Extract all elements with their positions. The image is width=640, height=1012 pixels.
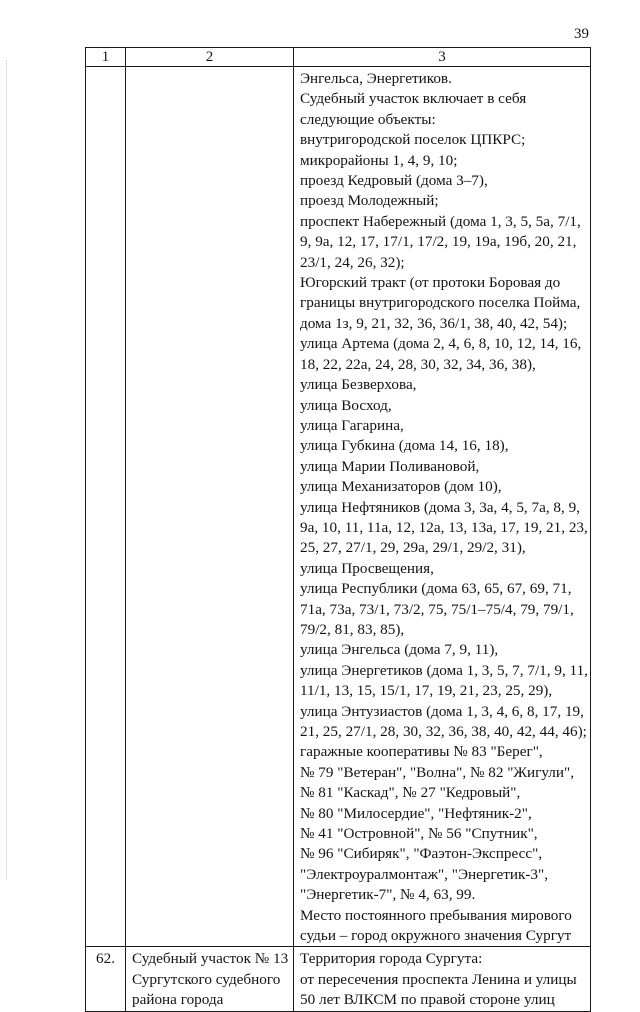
territory-line: проспект Набережный (дома 1, 3, 5, 5а, 7/1, — [300, 212, 581, 230]
territory-line: проезд Молодежный; — [300, 192, 439, 210]
territory-line: Судебный участок включает в себя — [300, 90, 527, 108]
territory-line: улица Нефтяников (дома 3, 3а, 4, 5, 7а, 8, 9, — [300, 498, 581, 516]
territory-line: 79/2, 81, 83, 85), — [300, 620, 405, 638]
territory-line: улица Просвещения, — [300, 559, 434, 577]
territory-line: 11/1, 13, 15, 15/1, 17, 19, 21, 23, 25, 29), — [300, 682, 553, 700]
territory-line: 71а, 73а, 73/1, 73/2, 75, 75/1–75/4, 79, 79/1, — [300, 600, 574, 618]
table-row-62 — [86, 947, 591, 1011]
territory-line: улица Марии Поливановой, — [300, 457, 480, 475]
territory-line: улица Безверхова, — [300, 376, 417, 394]
territory-description-cell — [294, 947, 591, 1011]
territory-line: микрорайоны 1, 4, 9, 10; — [300, 151, 458, 169]
territory-line: 18, 22, 22а, 24, 28, 30, 32, 34, 36, 38), — [300, 355, 536, 373]
territory-line: внутригородской поселок ЦПКРС; — [300, 131, 526, 149]
territory-line: "Энергетик-7", № 4, 63, 99. — [300, 886, 476, 904]
territory-line: 9а, 10, 11, 11а, 12, 12а, 13, 13а, 17, 19, 21, 23, — [300, 518, 588, 536]
header-col-2: 2 — [126, 48, 294, 67]
territory-line: улица Энтузиастов (дома 1, 3, 4, 6, 8, 17, 19, — [300, 702, 584, 720]
table-row-continued — [86, 67, 591, 947]
territory-line: Место постоянного пребывания мирового — [300, 906, 572, 924]
territory-line: 23/1, 24, 26, 32); — [300, 253, 405, 271]
territory-line: Югорский тракт (от протоки Боровая до — [300, 274, 561, 292]
district-name-cell — [126, 947, 294, 1011]
territory-line: 25, 27, 27/1, 29, 29а, 29/1, 29/2, 31), — [300, 539, 526, 557]
district-name-line: района города — [132, 991, 224, 1009]
header-col-1: 1 — [86, 48, 126, 67]
territory-line: улица Республики (дома 63, 65, 67, 69, 71, — [300, 580, 572, 598]
territory-line: улица Восход, — [300, 396, 392, 414]
territory-line: судьи – город окружного значения Сургут — [300, 927, 572, 945]
territory-line: от пересечения проспекта Ленина и улицы — [300, 970, 577, 988]
territory-line: улица Губкина (дома 14, 16, 18), — [300, 437, 509, 455]
territory-line: улица Энгельса (дома 7, 9, 11), — [300, 641, 499, 659]
territory-line: границы внутригородского поселка Пойма, — [300, 294, 581, 312]
territory-line: № 80 "Милосердие", "Нефтяник-2", — [300, 804, 532, 822]
district-name-line: Судебный участок № 13 — [132, 950, 289, 968]
territory-line: дома 1з, 9, 21, 32, 36, 36/1, 38, 40, 42, 54); — [300, 314, 568, 332]
court-districts-table — [85, 47, 591, 1012]
territory-line: улица Артема (дома 2, 4, 6, 8, 10, 12, 14, 16, — [300, 335, 582, 353]
territory-line: "Электроуралмонтаж", "Энергетик-3", — [300, 865, 549, 883]
table-header-row — [86, 48, 591, 67]
territory-line: следующие объекты: — [300, 110, 436, 128]
row-number-cell: 62. — [86, 947, 126, 1011]
territory-line: Территория города Сургута: — [300, 950, 483, 968]
territory-line: № 96 "Сибиряк", "Фаэтон-Экспресс", — [300, 845, 543, 863]
territory-line: улица Энергетиков (дома 1, 3, 5, 7, 7/1, 9, 11, — [300, 661, 588, 679]
territory-line: улица Гагарина, — [300, 416, 404, 434]
territory-line: улица Механизаторов (дом 10), — [300, 478, 502, 496]
district-name-cell — [126, 67, 294, 947]
row-number-cell — [86, 67, 126, 947]
page-number: 39 — [574, 26, 589, 42]
territory-line: Энгельса, Энергетиков. — [300, 70, 452, 87]
scan-edge-marks — [6, 60, 9, 880]
district-name-line: Сургутского судебного — [132, 970, 281, 988]
territory-line: 21, 25, 27/1, 28, 30, 32, 36, 38, 40, 42, 44, 46); — [300, 723, 587, 740]
territory-line: гаражные кооперативы № 83 "Берег", — [300, 743, 543, 761]
territory-line: 50 лет ВЛКСМ по правой стороне улиц — [300, 991, 555, 1009]
territory-description-cell — [294, 67, 591, 947]
territory-line: № 79 "Ветеран", "Волна", № 82 "Жигули", — [300, 763, 575, 781]
header-col-3: 3 — [294, 48, 591, 67]
territory-line: проезд Кедровый (дома 3–7), — [300, 172, 488, 190]
territory-line: № 81 "Каскад", № 27 "Кедровый", — [300, 784, 521, 802]
territory-line: 9, 9а, 12, 17, 17/1, 17/2, 19, 19а, 19б, 20, 21, — [300, 233, 577, 251]
territory-line: № 41 "Островной", № 56 "Спутник", — [300, 825, 538, 843]
